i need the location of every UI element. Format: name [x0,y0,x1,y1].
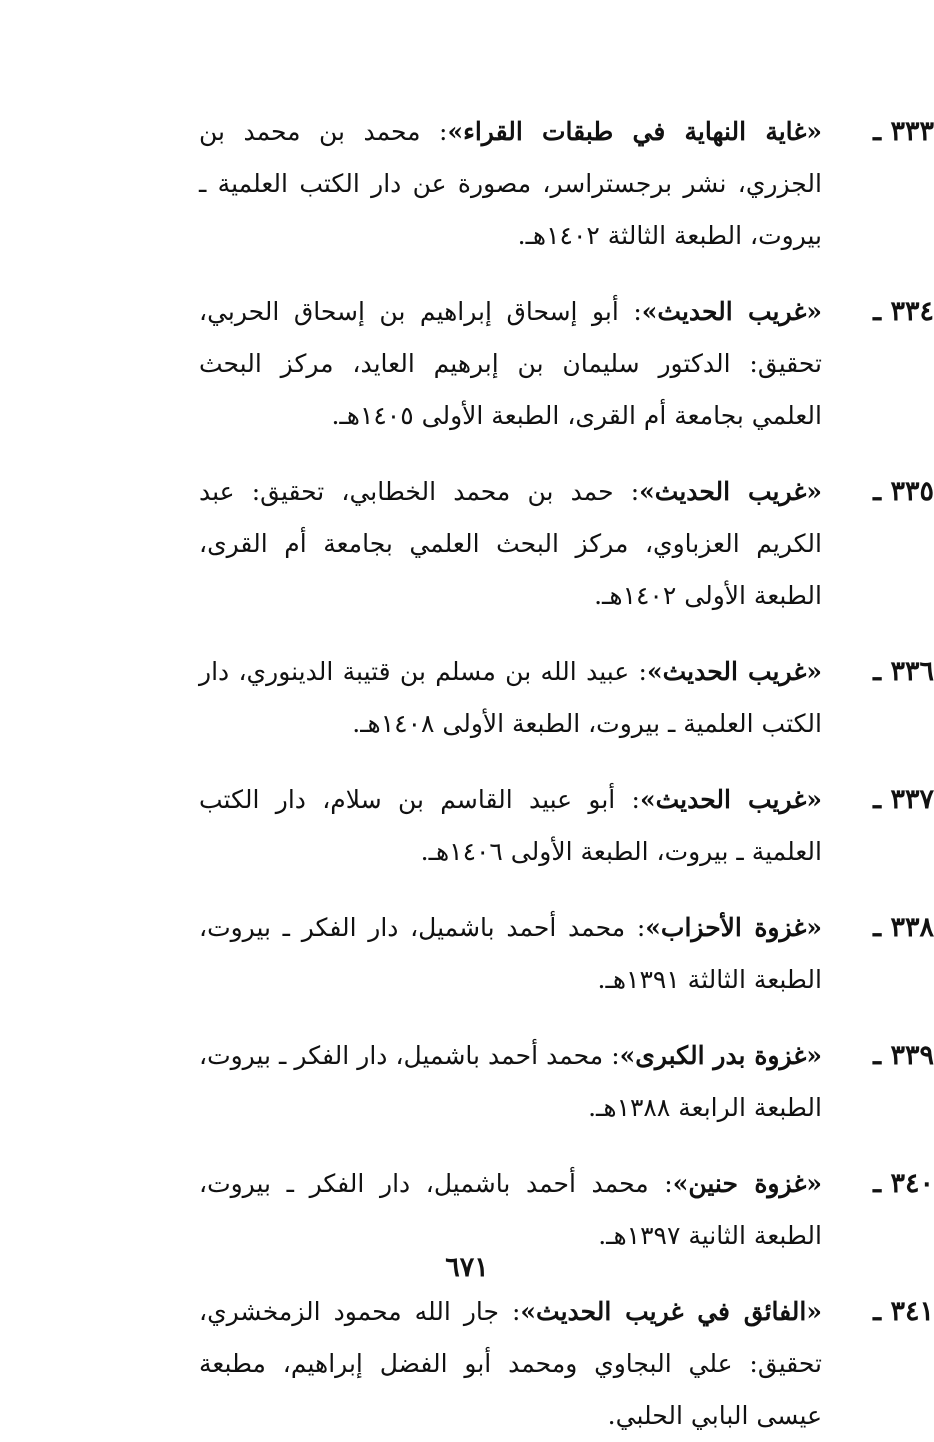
entry-number: ٣٤١ ـ [873,1296,934,1327]
entry-text [199,646,822,750]
entry-text [199,1030,822,1134]
entry-title: «غريب الحديث» [641,297,822,326]
entry-body: : جار الله محمود الزمخشري، تحقيق: علي البجاوي ومحمد أبو الفضل إبراهيم، مطبعة عيسى البابي الحلبي. [199,1297,822,1430]
entry-number: ٣٣٩ ـ [873,1040,934,1071]
bibliography-entry-337 [199,774,934,878]
entry-body: : محمد أحمد باشميل، دار الفكر ـ بيروت، الطبعة الثانية ١٣٩٧هـ. [199,1169,822,1250]
bibliography-entry-338 [199,902,934,1006]
entry-body: : أبو إسحاق إبراهيم بن إسحاق الحربي، تحقيق: الدكتور سليمان بن إبرهيم العايد، مركز البحث العلمي بجامعة أم القرى، الطبعة الأولى ١٤٠٥هـ. [199,297,822,430]
entry-body: : محمد أحمد باشميل، دار الفكر ـ بيروت، الطبعة الرابعة ١٣٨٨هـ. [199,1041,822,1122]
bibliography-entry-333 [199,106,934,262]
entry-text [199,1286,822,1442]
entry-number: ٣٣٥ ـ [873,476,934,507]
bibliography-entry-341 [199,1286,934,1442]
entry-title: «الفائق في غريب الحديث» [520,1297,822,1326]
entry-text [199,1158,822,1262]
bibliography-entry-335 [199,466,934,622]
entry-number: ٣٣٧ ـ [873,784,934,815]
bibliography-entry-339 [199,1030,934,1134]
bibliography-entry-340 [199,1158,934,1262]
entry-body: : عبيد الله بن مسلم بن قتيبة الدينوري، دار الكتب العلمية ـ بيروت، الطبعة الأولى ١٤٠٨هـ. [199,657,822,738]
entry-title: «غزوة حنين» [672,1169,822,1198]
entry-text [199,902,822,1006]
entry-title: «غزوة الأحزاب» [645,913,822,942]
entry-number: ٣٣٤ ـ [873,296,934,327]
bibliography-entry-336 [199,646,934,750]
entry-title: «غريب الحديث» [639,477,822,506]
bibliography-entry-334 [199,286,934,442]
entry-number: ٣٤٠ ـ [873,1168,934,1199]
entry-title: «غريب الحديث» [646,657,822,686]
entry-text [199,466,822,622]
entry-body: : حمد بن محمد الخطابي، تحقيق: عبد الكريم العزباوي، مركز البحث العلمي بجامعة أم القرى، الطبعة الأولى ١٤٠٢هـ. [199,477,822,610]
entry-body: : أبو عبيد القاسم بن سلام، دار الكتب العلمية ـ بيروت، الطبعة الأولى ١٤٠٦هـ. [199,785,822,866]
entry-body: : محمد بن محمد بن الجزري، نشر برجستراسر، مصورة عن دار الكتب العلمية ـ بيروت، الطبعة الثالثة ١٤٠٢هـ. [199,117,822,250]
page-number: ٦٧١ [445,1252,489,1283]
entry-title: «غريب الحديث» [639,785,822,814]
entry-number: ٣٣٨ ـ [873,912,934,943]
entry-number: ٣٣٦ ـ [873,656,934,687]
entry-number: ٣٣٣ ـ [873,116,934,147]
entry-title: «غزوة بدر الكبرى» [619,1041,822,1070]
entry-text [199,286,822,442]
entry-body: : محمد أحمد باشميل، دار الفكر ـ بيروت، الطبعة الثالثة ١٣٩١هـ. [199,913,822,994]
entry-title: «غاية النهاية في طبقات القراء» [447,117,822,146]
entry-text [199,774,822,878]
entry-text [199,106,822,262]
